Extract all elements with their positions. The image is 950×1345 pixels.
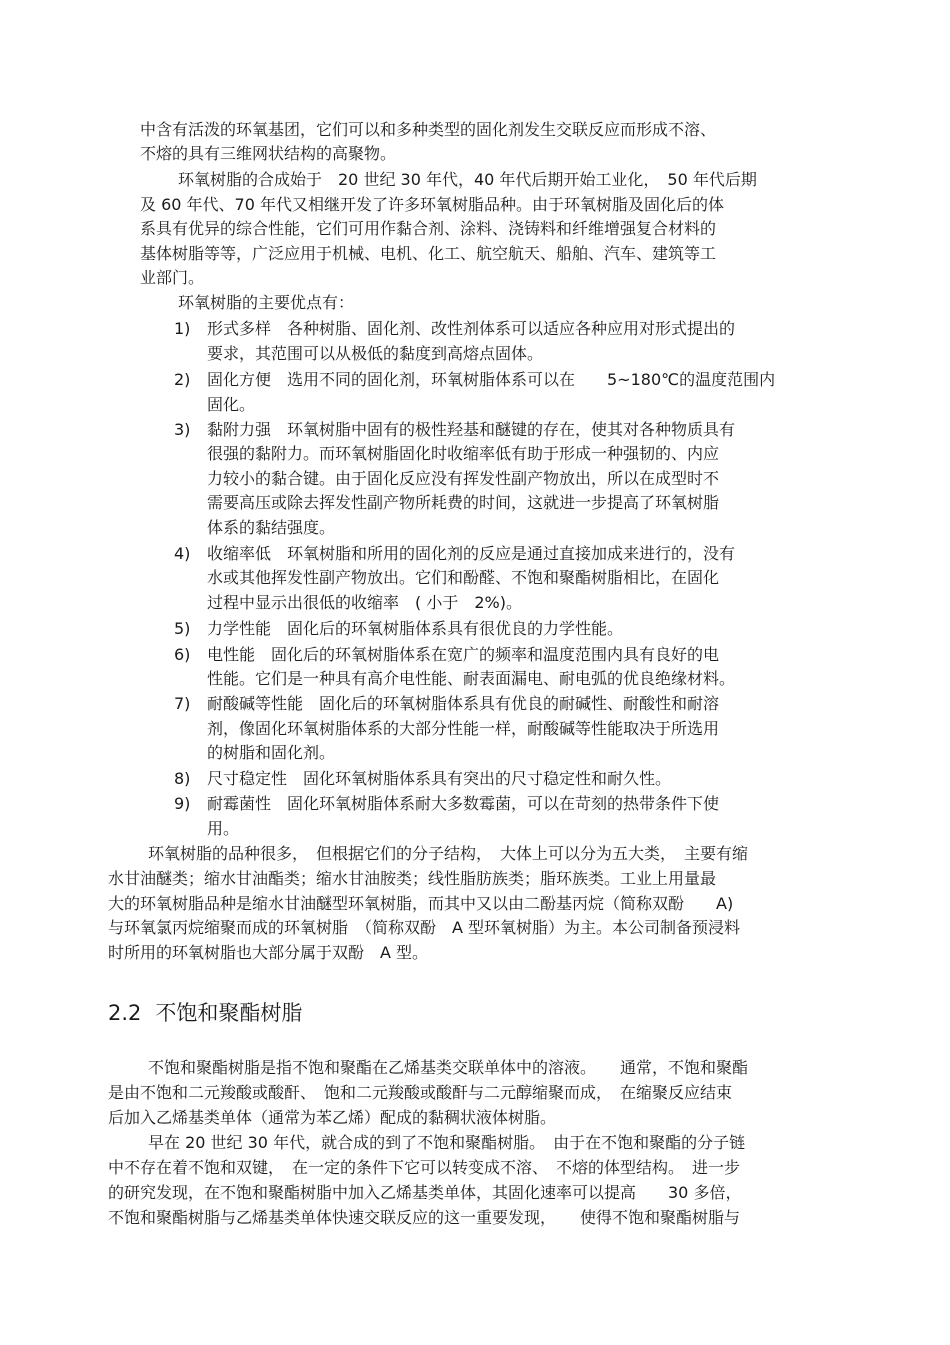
- text-line: 耐霉菌性 固化环氧树脂体系耐大多数霉菌，可以在苛刻的热带条件下使: [207, 794, 720, 813]
- text-line: 固化方便 选用不同的固化剂，环氧树脂体系可以在 5~180℃的温度范围内: [207, 370, 776, 389]
- advantages-intro: 环氧树脂的主要优点有：: [178, 293, 355, 312]
- text-line: 不饱和聚酯树脂与乙烯基类单体快速交联反应的这一重要发现， 使得不饱和聚酯树脂与: [108, 1208, 741, 1227]
- list-number: 5): [174, 619, 191, 638]
- text-line: 收缩率低 环氧树脂和所用的固化剂的反应是通过直接加成来进行的，没有: [207, 544, 736, 563]
- text-line: 不饱和聚酯树脂是指不饱和聚酯在乙烯基类交联单体中的溶液。 通常，不饱和聚酯: [148, 1058, 749, 1077]
- text-line: 体系的黏结强度。: [207, 518, 336, 537]
- text-line: 是由不饱和二元羧酸或酸酐、 饱和二元羧酸或酸酐与二元醇缩聚而成， 在缩聚反应结束: [108, 1083, 733, 1102]
- section-number: 2.2: [108, 1001, 142, 1025]
- text-line: 系具有优异的综合性能，它们可用作黏合剂、涂料、浇铸料和纤维增强复合材料的: [140, 219, 717, 238]
- text-line: 业部门。: [140, 268, 205, 287]
- text-line: 性能。它们是一种具有高介电性能、耐表面漏电、耐电弧的优良绝缘材料。: [207, 669, 736, 688]
- text-line: 力较小的黏合键。由于固化反应没有挥发性副产物放出，所以在成型时不: [207, 469, 720, 488]
- list-number: 9): [174, 794, 191, 813]
- text-line: 环氧树脂的品种很多， 但根据它们的分子结构， 大体上可以分为五大类， 主要有缩: [148, 844, 749, 863]
- text-line: 需要高压或除去挥发性副产物所耗费的时间，这就进一步提高了环氧树脂: [207, 493, 720, 512]
- text-line: 固化。: [207, 395, 256, 414]
- text-line: 很强的黏附力。而环氧树脂固化时收缩率低有助于形成一种强韧的、内应: [207, 444, 720, 463]
- text-line: 及 60 年代、70 年代又相继开发了许多环氧树脂品种。由于环氧树脂及固化后的体: [140, 195, 724, 214]
- text-line: 剂，像固化环氧树脂体系的大部分性能一样，耐酸碱等性能取决于所选用: [207, 719, 720, 738]
- text-line: 形式多样 各种树脂、固化剂、改性剂体系可以适应各种应用对形式提出的: [207, 319, 736, 338]
- text-line: 力学性能 固化后的环氧树脂体系具有很优良的力学性能。: [207, 619, 624, 638]
- text-line: 用。: [207, 819, 240, 838]
- list-number: 6): [174, 645, 191, 664]
- text-line: 中含有活泼的环氧基团，它们可以和多种类型的固化剂发生交联反应而形成不溶、: [140, 120, 717, 139]
- text-line: 要求，其范围可以从极低的黏度到高熔点固体。: [207, 344, 544, 363]
- text-line: 水甘油醚类；缩水甘油酯类；缩水甘油胺类；线性脂肪族类；脂环族类。工业上用量最: [108, 869, 717, 888]
- text-line: 耐酸碱等性能 固化后的环氧树脂体系具有优良的耐碱性、耐酸性和耐溶: [207, 694, 720, 713]
- list-number: 3): [174, 420, 191, 439]
- text-line: 与环氧氯丙烷缩聚而成的环氧树脂 （简称双酚 A 型环氧树脂）为主。本公司制备预浸料: [108, 918, 741, 937]
- list-number: 8): [174, 769, 191, 788]
- text-line: 电性能 固化后的环氧树脂体系在宽广的频率和温度范围内具有良好的电: [207, 645, 720, 664]
- section-heading: [108, 1000, 302, 1026]
- text-line: 时所用的环氧树脂也大部分属于双酚 A 型。: [108, 943, 429, 962]
- text-line: 基体树脂等等，广泛应用于机械、电机、化工、航空航天、船舶、汽车、建筑等工: [140, 244, 717, 263]
- text-line: 尺寸稳定性 固化环氧树脂体系具有突出的尺寸稳定性和耐久性。: [207, 769, 672, 788]
- text-line: 过程中显示出很低的收缩率 ( 小于 2%)。: [207, 593, 522, 612]
- section-title: 不饱和聚酯树脂: [155, 1001, 303, 1025]
- text-line: 后加入乙烯基类单体（通常为苯乙烯）配成的黏稠状液体树脂。: [108, 1108, 557, 1127]
- text-line: 大的环氧树脂品种是缩水甘油醚型环氧树脂，而其中又以由二酚基丙烷（简称双酚 A): [108, 894, 734, 913]
- text-line: 水或其他挥发性副产物放出。它们和酚醛、不饱和聚酯树脂相比，在固化: [207, 568, 720, 587]
- list-number: 1): [174, 319, 191, 338]
- text-line: 的树脂和固化剂。: [207, 743, 336, 762]
- text-line: 中不存在着不饱和双键， 在一定的条件下它可以转变成不溶、 不熔的体型结构。 进一步: [108, 1158, 741, 1177]
- text-line: 环氧树脂的合成始于 20 世纪 30 年代，40 年代后期开始工业化， 50 年代后期: [178, 170, 757, 189]
- list-number: 4): [174, 544, 191, 563]
- text-line: 不熔的具有三维网状结构的高聚物。: [140, 144, 397, 163]
- text-line: 早在 20 世纪 30 年代，就合成的到了不饱和聚酯树脂。 由于在不饱和聚酯的分子链: [148, 1133, 746, 1152]
- text-line: 的研究发现，在不饱和聚酯树脂中加入乙烯基类单体，其固化速率可以提高 30 多倍，: [108, 1183, 742, 1202]
- list-number: 7): [174, 694, 191, 713]
- text-line: 黏附力强 环氧树脂中固有的极性羟基和醚键的存在，使其对各种物质具有: [207, 420, 736, 439]
- list-number: 2): [174, 370, 191, 389]
